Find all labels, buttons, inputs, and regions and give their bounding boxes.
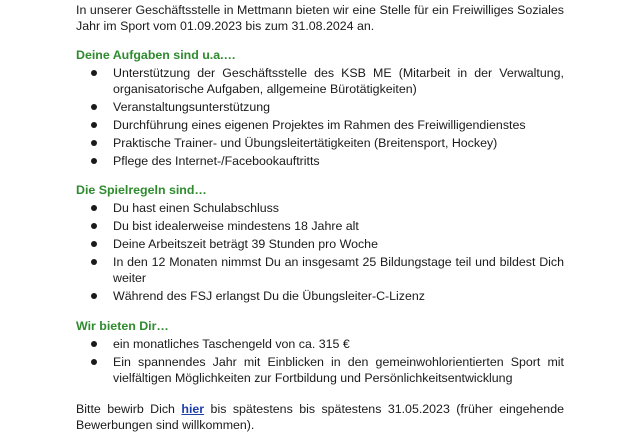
bullet-icon	[91, 140, 97, 146]
document-body	[76, 2, 564, 433]
bullet-icon	[91, 70, 97, 76]
bullet-icon	[91, 122, 97, 128]
list-item	[76, 336, 564, 352]
offer-list	[76, 336, 564, 386]
tasks-list	[76, 65, 564, 169]
bullet-icon	[91, 241, 97, 247]
list-item-text: Deine Arbeitszeit beträgt 39 Stunden pro Woche	[113, 237, 378, 251]
intro-paragraph: In unserer Geschäftsstelle in Mettmann bieten wir eine Stelle für ein Freiwilliges Soziales Jahr im Sport vom 01.09.2023 bis zum 31.08.2024 an.	[76, 3, 564, 33]
list-item-text: Praktische Trainer- und Übungsleitertätigkeiten (Breitensport, Hockey)	[113, 136, 498, 150]
list-item-text: Du hast einen Schulabschluss	[113, 201, 279, 215]
list-item	[76, 65, 564, 97]
list-item	[76, 218, 564, 234]
list-item	[76, 236, 564, 252]
list-item-text: ein monatliches Taschengeld von ca. 315 €	[113, 337, 350, 351]
closing-text-before: Bitte bewirb Dich	[76, 402, 182, 416]
list-item-text: In den 12 Monaten nimmst Du an insgesamt 25 Bildungstage teil und bildest Dich weiter	[113, 255, 564, 285]
tasks-section	[76, 47, 564, 169]
bullet-icon	[91, 259, 97, 265]
list-item-text: Unterstützung der Geschäftsstelle des KSB ME (Mitarbeit in der Verwaltung, organisatorische Aufgaben, allgemeine Bürotätigkeiten)	[113, 66, 564, 96]
list-item	[76, 99, 564, 115]
list-item	[76, 354, 564, 386]
list-item	[76, 135, 564, 151]
bullet-icon	[91, 341, 97, 347]
rules-heading: Die Spielregeln sind…	[76, 183, 207, 197]
offer-heading: Wir bieten Dir…	[76, 319, 169, 333]
list-item-text: Durchführung eines eigenen Projektes im Rahmen des Freiwilligendienstes	[113, 118, 526, 132]
bullet-icon	[91, 158, 97, 164]
list-item-text: Ein spannendes Jahr mit Einblicken in den gemeinwohlorientierten Sport mit vielfältigen Möglichkeiten zur Fortbildung und Persönlichkeitsentwicklung	[113, 355, 564, 385]
list-item-text: Du bist idealerweise mindestens 18 Jahre alt	[113, 219, 359, 233]
bullet-icon	[91, 223, 97, 229]
list-item	[76, 254, 564, 286]
bullet-icon	[91, 359, 97, 365]
closing-paragraph	[76, 401, 564, 433]
tasks-heading: Deine Aufgaben sind u.a.…	[76, 48, 236, 62]
apply-link[interactable]: hier	[181, 402, 205, 416]
bullet-icon	[91, 205, 97, 211]
list-item	[76, 117, 564, 133]
list-item-text: Veranstaltungsunterstützung	[113, 100, 271, 114]
offer-section	[76, 318, 564, 386]
list-item	[76, 153, 564, 169]
list-item	[76, 200, 564, 216]
list-item	[76, 288, 564, 304]
bullet-icon	[91, 293, 97, 299]
closing-text-after: bis spätestens bis spätestens 31.05.2023 (früher eingehende Bewerbungen sind willkommen).	[76, 402, 564, 432]
rules-list	[76, 200, 564, 304]
rules-section	[76, 182, 564, 304]
list-item-text: Während des FSJ erlangst Du die Übungsleiter-C-Lizenz	[113, 289, 425, 303]
list-item-text: Pflege des Internet-/Facebookauftritts	[113, 154, 320, 168]
bullet-icon	[91, 104, 97, 110]
